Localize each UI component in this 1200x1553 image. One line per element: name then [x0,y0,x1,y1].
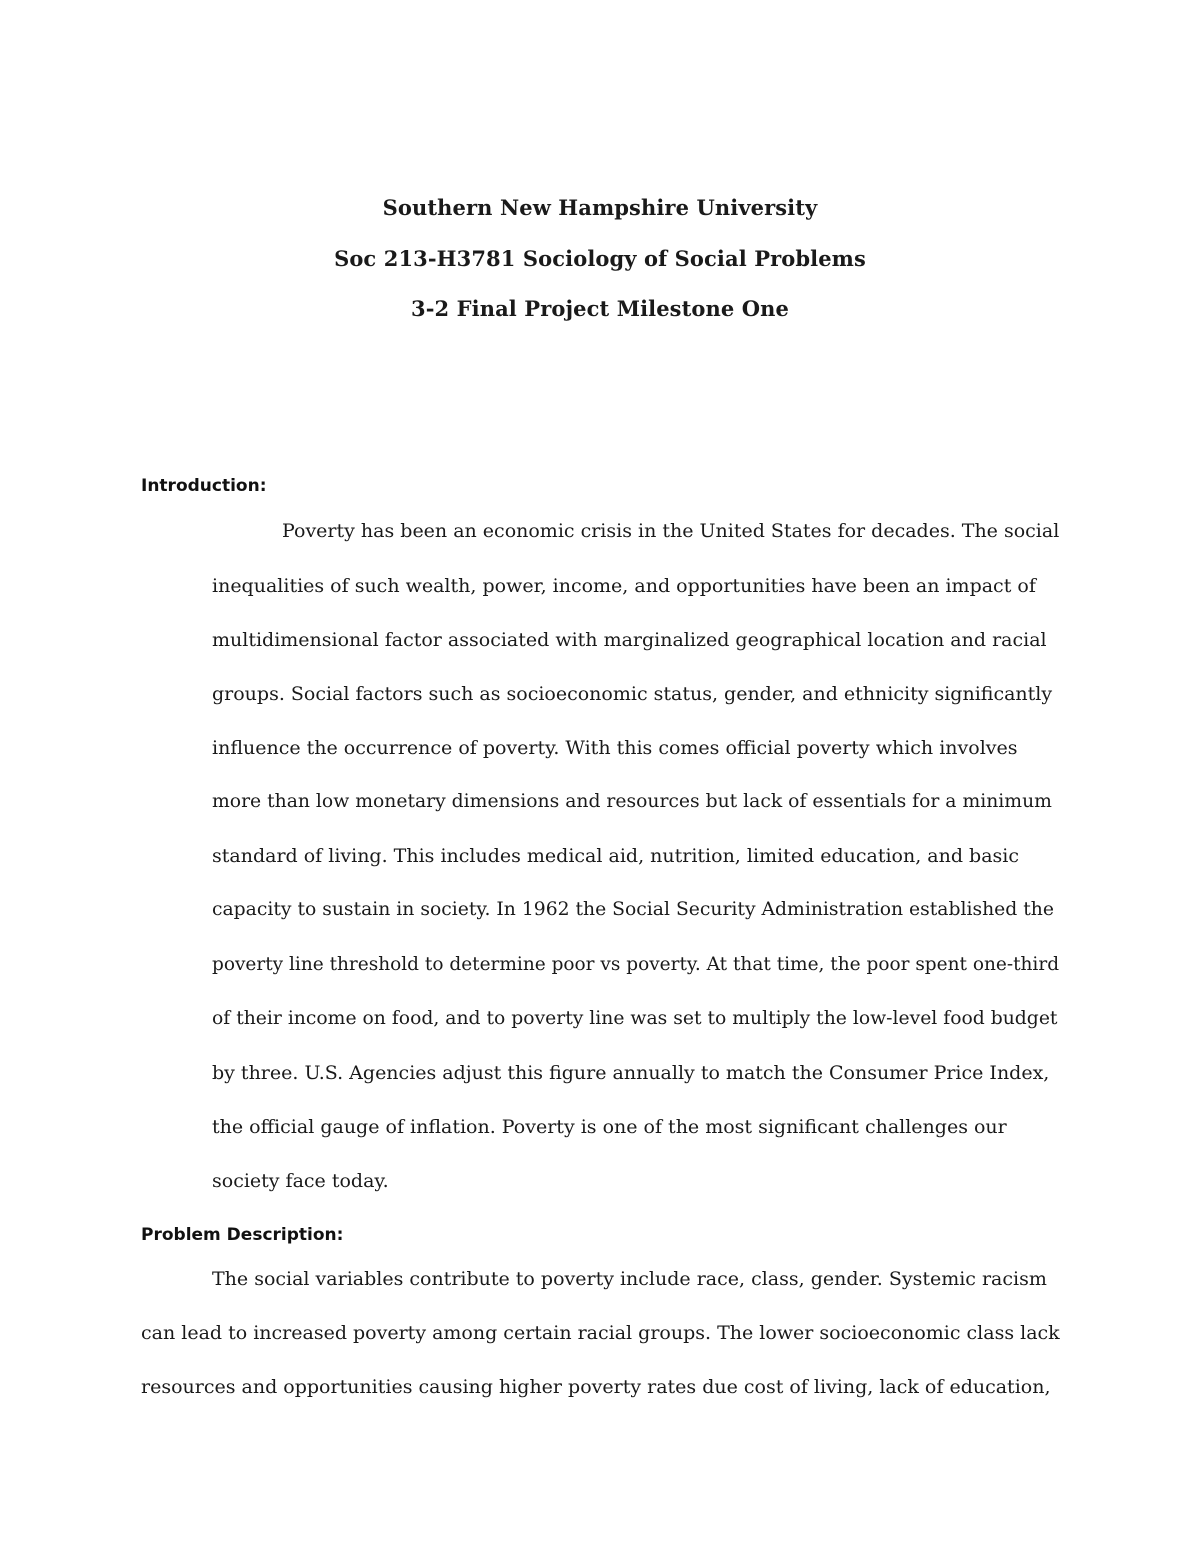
title-course: Soc 213-H3781 Sociology of Social Problems [334,246,866,271]
paragraph-line: of their income on food, and to poverty line was set to multiply the low-level food budget [212,1008,1058,1029]
paragraph-line: by three. U.S. Agencies adjust this figure annually to match the Consumer Price Index, [212,1062,1050,1084]
paragraph-line: multidimensional factor associated with marginalized geographical location and racial [212,629,1047,651]
paragraph-line: poverty line threshold to determine poor vs poverty. At that time, the poor spent one-third [212,954,1060,975]
introduction-heading: Introduction: [141,476,267,496]
paragraph-line: Poverty has been an economic crisis in the United States for decades. The social [282,520,1060,542]
paragraph-line: influence the occurrence of poverty. With this comes official poverty which involves [212,737,1018,759]
paragraph-line: inequalities of such wealth, power, income, and opportunities have been an impact of [212,575,1036,597]
paragraph-line: capacity to sustain in society. In 1962 the Social Security Administration established the [212,899,1054,920]
title-university: Southern New Hampshire University [382,195,818,220]
paragraph-line: groups. Social factors such as socioeconomic status, gender, and ethnicity significantly [212,683,1053,705]
paragraph-line: the official gauge of inflation. Poverty is one of the most significant challenges our [212,1116,1007,1138]
paragraph-line: resources and opportunities causing higher poverty rates due cost of living, lack of education, [141,1376,1051,1398]
paragraph-line: The social variables contribute to poverty include race, class, gender. Systemic racism [212,1268,1047,1290]
problem-description-heading: Problem Description: [141,1225,344,1245]
paragraph-line: more than low monetary dimensions and resources but lack of essentials for a minimum [212,791,1052,812]
paragraph-line: can lead to increased poverty among certain racial groups. The lower socioeconomic class lack [141,1322,1060,1344]
paragraph-line: society face today. [212,1170,389,1192]
title-assignment: 3-2 Final Project Milestone One [411,296,789,321]
paragraph-line: standard of living. This includes medical aid, nutrition, limited education, and basic [212,845,1020,867]
